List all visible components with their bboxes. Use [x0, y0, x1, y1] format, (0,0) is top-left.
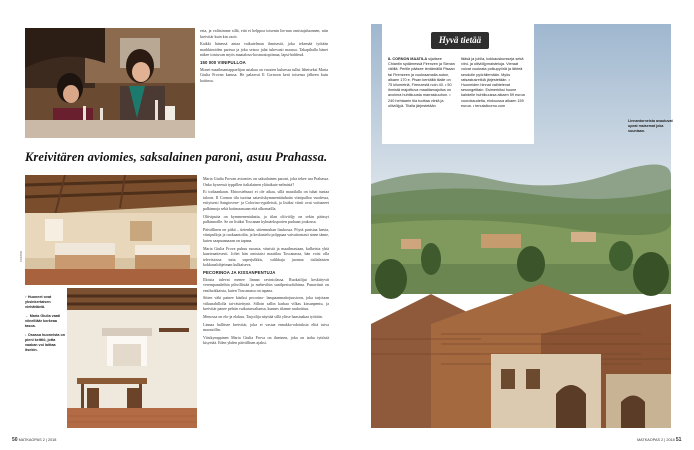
- kitchen-photo: [67, 288, 197, 428]
- body-paragraph-7: Sitten väki painee käsiksi pecorino- lampaanmaitojuustoon, joka tarjotaan viikunahillolla tai-rästettynä. Silloin sallin karkaa vilkas kissanpentu, ja kreivitär panee pehtin vaikutusvaltansa, kunnes tilanne rauhoittuu.: [203, 295, 329, 312]
- caption-kitchen: ↓ Osassa huoneista on pieni keittiö, jotta vaakan voi laittaa itsekin.: [25, 333, 65, 352]
- bedroom-photo: [25, 175, 197, 285]
- caption-maria-giulia: ← Maria Giulia vaati viinelliäär korkeaa tasoa.: [25, 314, 61, 328]
- left-folio-text: MATKAOPAS 2 | 2018: [18, 438, 57, 442]
- body-paragraph-6: Illoista tulevat menee linnan ravintolassa. Ruokailijat keskittyvät verempanaleihin pihvillistää ja mehevihin sunilpestuohihinsa. Punaviinit on ensiluokkaista, kuten Toscanassa on tapana.: [203, 276, 329, 293]
- right-page-number: 51: [675, 437, 682, 443]
- landscape-caption: Linnantorneista avautuvat upeat maisemat joka suuntaan.: [628, 119, 673, 133]
- right-folio-text: MATKAOPAS 2 | 2018: [637, 438, 675, 442]
- photo-credit: CORNO: [19, 250, 23, 262]
- body-paragraph-1: Maria Giulia Frovan aviomies on saksalainen paroni, joka tekee ura Prahassa. Onko kyseessä typpillen italialainen ylätaikuis-nelmistä?: [203, 176, 329, 187]
- body-paragraph-2: Ei todiaankaan. Ehtoosiehuuri ei ole aikaa, sillä maatilalla on tuhat tuntaa tuloon. Il Cornon tila tuottaa sataviiskymmentätuhatta viinipulloa vuodessa, erityisesti Sangiovese- ja Colorino-rypäleistä, ja lisäksi viinit ovat voittaneet palkinnoja sekä kotimaassaan että ulkomailla.: [203, 189, 329, 211]
- body-paragraph-3: Oliivipuita on kymmenentuhatta, ja tilan oliiviöljy on sekin päässyt palkinnoille. Se on lisäksi Toscanan kylmäeksporten parhaan joukossa.: [203, 213, 329, 225]
- article-headline: Kreivitären aviomies, saksalainen paroni, asuu Prahassa.: [25, 150, 328, 164]
- body-paragraph-4: Päivällinen on pitkä – tietenkin, siitenmuhan fiaskossa. Pöytä puristaa luesta, viinipulloja ja ruokaantoilta, ja keskustelu polppuaa vaivattomasti sinne tänne, kuten saapuaanaaan on tapana.: [203, 226, 329, 243]
- body-paragraph-10: Viisikymppinen Maria Giulia Frova on ihminen, joka on tarha tyttöstä kisyetää. Eden yhden päivällisen ajaksi.: [203, 334, 329, 346]
- left-page-number: 50: [12, 437, 18, 443]
- intro-paragraph-3: Monet maailmantappaelijan astakaa on vuosien kuluessa tullut läheiseksi Maria Giulia Frovan kanssa. He palaavat Il Cornoon kerä toisensa jälkeen kuin kotiinsa.: [200, 66, 328, 83]
- body-paragraph-5: Maria Giulia Frova puhuu ruoasta, viinistä ja maailmastaan, kulkeista yhtä kaarteaattesesti. Joliet hän omistaisi maatilaa Toscanassa, hän voisi olla televisiossa tutta superjulkkis, valikkaja juontaa italialaisten kokkauslohjeiman kulkaiseva.: [203, 245, 329, 268]
- photo-captions: [25, 295, 65, 357]
- info-box: [382, 24, 534, 144]
- intro-text-column: [200, 28, 328, 85]
- left-folio: [12, 437, 56, 443]
- subheading-pecorino: PECORINOA JA KISSANPENTUJA: [203, 269, 276, 275]
- info-box-lead: IL CORNON MAATILA: [388, 57, 428, 61]
- info-box-column-1: [388, 57, 455, 109]
- right-folio: [637, 437, 681, 443]
- info-box-title: Hyvä tietää: [431, 32, 489, 49]
- body-paragraph-9: Linnaa halliisee kreivitär, joka ei vastaa ennakko-odotuksia elitä tutva maostollin.: [203, 321, 329, 333]
- info-box-columns: [388, 57, 528, 109]
- intro-paragraph-2: Kaikki hänessä antaa vaikutelman ihmisestä, joka tekemää työtään markkinoiden parissa ja joka seisoo jalat tukevasti maassa. Takapihalla hänet näkee toistuvan myös maatalous-kosmostopiimaa, lapsi-kiddeud.: [200, 41, 328, 58]
- info-box-text-1: sijaitsee Chiantin sydämessä Firenzen ja Sienan välillä. Perille pääsee lentämällä Pisaan tai Firenzeen ja vuokraamalla auton, alkaen 170 e. Pisan kentältä tilalle on 75 kilometriä, Firenzestä noin 40. • 50 ihmistä majoittuva maatilamajoitus on avoinna huhtikuusta marraskuuhun. • 240 hehtaarin tila tuottaa viiniä ja oliiviöljyä. Tilalla järjestetään: [388, 57, 455, 108]
- info-box-text-2: fääsä ja juhlia, kokkauskursseja sekä viini- ja oliiviöljymaisteluja. Vieraat voivat vuokrata polkupyöriä ja lähteä seudulle pyöräilemään. Myös ratsastusretkiä järjestetään. • Huoneiden hinnat vaihtelevat sesongeittain. Esimerkiksi huone kahdelle huhtikuussa alkaen 59 euroa vuorokaudelta, elokuussa alkaen 159 euroa. • tenutailcorno.com: [461, 57, 525, 108]
- info-box-column-2: [461, 57, 528, 109]
- main-text-column: [203, 176, 329, 348]
- intro-paragraph-1: esta, ja valitsimme sillä, että ei helppoa toisenin lin-nan omistajaluonnen, niin kreivitär kuin kin osoit.: [200, 28, 328, 39]
- subheading-wine-bottles: 150 000 VIINIPULLOA: [200, 59, 246, 65]
- wine-tasting-photo: [25, 28, 195, 138]
- right-page: [347, 0, 694, 450]
- body-paragraph-8: Menossa on elo-ja elokuu. Tarjoilija näyttää sillä ylitse haastaakaa työtään.: [203, 314, 323, 320]
- caption-rooms: ↑ Huoneet ovat yksinkertaisen viehättäviä.: [25, 295, 52, 309]
